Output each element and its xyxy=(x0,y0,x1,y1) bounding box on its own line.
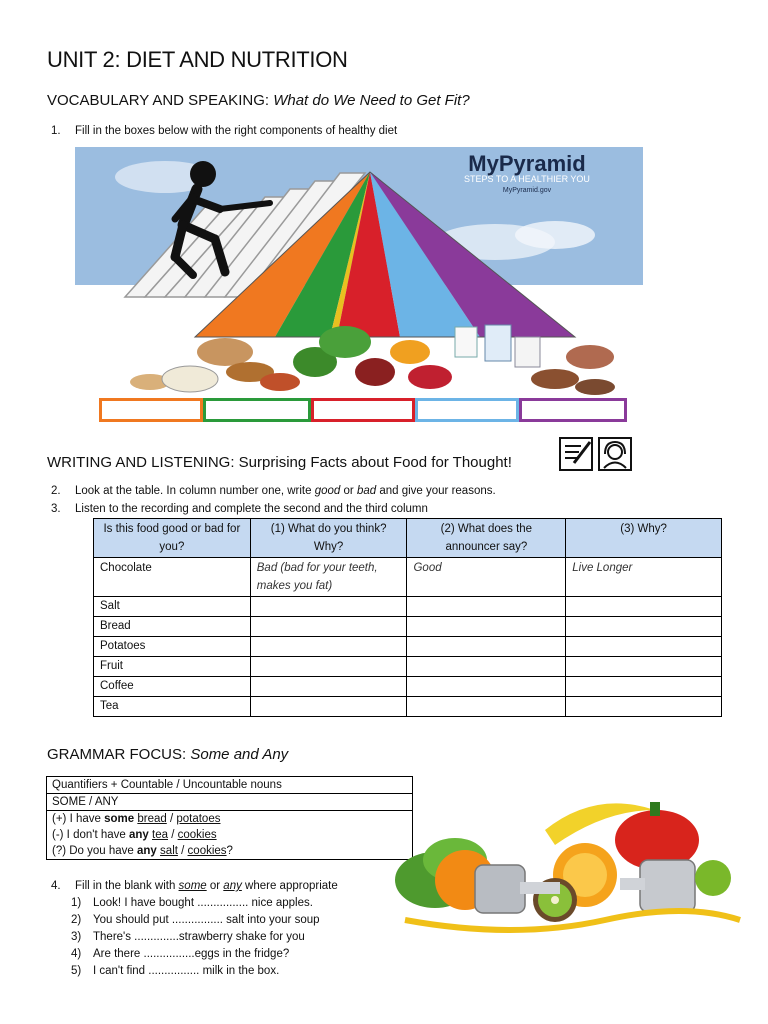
reason-cell[interactable] xyxy=(566,637,722,657)
announcer-cell[interactable] xyxy=(407,677,566,697)
announcer-cell[interactable]: Good xyxy=(407,558,566,597)
instruction-2 xyxy=(51,485,651,501)
table-row xyxy=(94,597,722,617)
list-item: 5) I can't find ................ milk in the box. xyxy=(71,965,280,977)
opinion-cell[interactable] xyxy=(250,677,407,697)
cloud xyxy=(515,221,595,249)
opinion-cell[interactable] xyxy=(250,617,407,637)
table-row xyxy=(94,677,722,697)
table-row xyxy=(94,637,722,657)
announcer-cell[interactable] xyxy=(407,597,566,617)
opinion-cell[interactable] xyxy=(250,657,407,677)
table-row xyxy=(94,558,722,597)
opinion-cell[interactable] xyxy=(250,637,407,657)
table-row xyxy=(94,697,722,717)
grammar-table-title: Quantifiers + Countable / Uncountable nouns xyxy=(47,777,413,794)
lime xyxy=(695,860,731,896)
oranges xyxy=(435,843,617,910)
answer-box-green[interactable] xyxy=(203,398,311,422)
answer-box-blue[interactable] xyxy=(415,398,519,422)
list-item: 2) You should put ................ salt into your soup xyxy=(71,914,320,926)
grammar-heading-label: GRAMMAR FOCUS: xyxy=(47,746,187,763)
food-cell: Coffee xyxy=(94,677,251,697)
instruction-1-number: 1. xyxy=(51,125,61,137)
grammar-example-question: (?) Do you have any salt / cookies? xyxy=(52,845,233,857)
vocabulary-heading-question: What do We Need to Get Fit? xyxy=(273,92,470,109)
list-item: 4) Are there ................eggs in the fridge? xyxy=(71,948,290,960)
grammar-table xyxy=(46,776,413,860)
header-why: (3) Why? xyxy=(566,519,722,558)
reason-cell[interactable] xyxy=(566,677,722,697)
announcer-cell[interactable] xyxy=(407,657,566,677)
opinion-cell[interactable]: Bad (bad for your teeth, makes you fat) xyxy=(250,558,407,597)
table-header-row xyxy=(94,519,722,558)
unit-title: UNIT 2: DIET AND NUTRITION xyxy=(47,47,348,72)
grammar-table-subtitle: SOME / ANY xyxy=(47,794,413,811)
instruction-4 xyxy=(51,880,411,896)
answer-box-orange[interactable] xyxy=(99,398,203,422)
food-cell: Chocolate xyxy=(94,558,251,597)
grammar-example-negative: (-) I don't have any tea / cookies xyxy=(52,829,217,841)
instruction-4-number: 4. xyxy=(51,880,61,892)
instruction-4-text: Fill in the blank with some or any where appropriate xyxy=(75,880,338,892)
instruction-3-text: Listen to the recording and complete the second and the third column xyxy=(75,503,428,515)
instruction-3-number: 3. xyxy=(51,503,61,515)
header-announcer-says: (2) What does the announcer say? xyxy=(407,519,566,558)
opinion-cell[interactable] xyxy=(250,597,407,617)
instruction-2-number: 2. xyxy=(51,485,61,497)
food-cell: Salt xyxy=(94,597,251,617)
opinion-cell[interactable] xyxy=(250,697,407,717)
mypyramid-tagline: STEPS TO A HEALTHIER YOU xyxy=(464,174,590,184)
list-item: 1) Look! I have bought ................ nice apples. xyxy=(71,897,313,909)
announcer-cell[interactable] xyxy=(407,617,566,637)
mypyramid-illustration xyxy=(75,147,643,407)
measuring-tape xyxy=(405,911,740,930)
grammar-examples xyxy=(47,811,413,860)
fruit-dumbbell-illustration xyxy=(395,770,745,950)
header-good-or-bad: Is this food good or bad for you? xyxy=(94,519,251,558)
table-row xyxy=(94,657,722,677)
instruction-1-text: Fill in the boxes below with the right components of healthy diet xyxy=(75,125,398,137)
writing-listening-heading: WRITING AND LISTENING: Surprising Facts about Food for Thought! xyxy=(47,454,512,471)
table-row xyxy=(94,617,722,637)
reason-cell[interactable] xyxy=(566,597,722,617)
activity-icons xyxy=(559,437,633,471)
food-cell: Tea xyxy=(94,697,251,717)
instruction-1 xyxy=(51,125,651,141)
answer-box-purple[interactable] xyxy=(519,398,627,422)
list-item: 3) There's ..............strawberry shake for you xyxy=(71,931,305,943)
vocabulary-heading xyxy=(47,92,470,109)
pyramid-answer-boxes xyxy=(99,398,627,426)
mypyramid-site: MyPyramid.gov xyxy=(502,187,552,194)
instruction-2-text: Look at the table. In column number one, write good or bad and give your reasons. xyxy=(75,485,496,497)
reason-cell[interactable]: Live Longer xyxy=(566,558,722,597)
announcer-cell[interactable] xyxy=(407,697,566,717)
food-cell: Potatoes xyxy=(94,637,251,657)
reason-cell[interactable] xyxy=(566,617,722,637)
reason-cell[interactable] xyxy=(566,657,722,677)
grammar-heading xyxy=(47,746,288,763)
vocabulary-heading-label: VOCABULARY AND SPEAKING: xyxy=(47,92,270,109)
exercise-list xyxy=(71,897,391,987)
food-cell: Fruit xyxy=(94,657,251,677)
mypyramid-logo: MyPyramid xyxy=(468,151,586,176)
answer-box-red[interactable] xyxy=(311,398,415,422)
food-cell: Bread xyxy=(94,617,251,637)
instruction-3 xyxy=(51,503,651,519)
header-what-do-you-think: (1) What do you think? Why? xyxy=(250,519,407,558)
announcer-cell[interactable] xyxy=(407,637,566,657)
food-facts-table xyxy=(93,518,722,717)
grammar-heading-topic: Some and Any xyxy=(190,746,289,763)
writing-icon xyxy=(560,438,592,470)
listening-icon xyxy=(599,438,631,470)
reason-cell[interactable] xyxy=(566,697,722,717)
grammar-example-positive: (+) I have some bread / potatoes xyxy=(52,813,221,825)
